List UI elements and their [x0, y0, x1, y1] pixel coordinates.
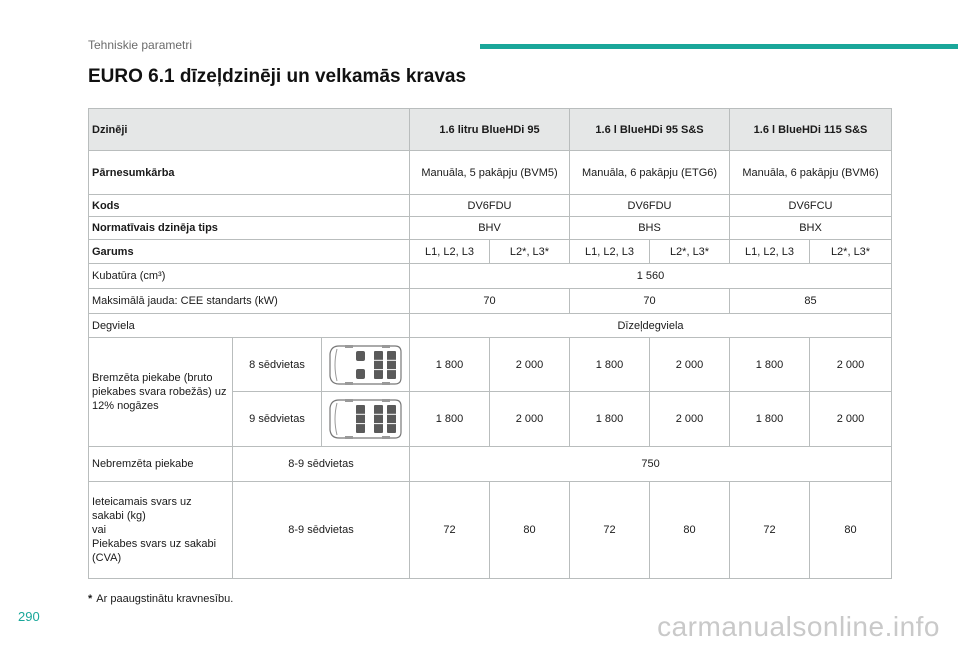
table-cell: Manuāla, 5 pakāpju (BVM5)	[410, 151, 570, 195]
label-line: (CVA)	[92, 552, 122, 564]
watermark: carmanualsonline.info	[657, 611, 940, 642]
table-cell: DV6FDU	[570, 195, 730, 217]
table-row-towbar	[89, 482, 892, 579]
table-row-engine-type	[89, 217, 892, 240]
table-cell: L1, L2, L3	[570, 240, 650, 264]
engine-spec-table	[88, 108, 892, 579]
table-row-length	[89, 240, 892, 264]
seats-label: 8-9 sēdvietas	[233, 447, 410, 482]
table-cell: 1 560	[410, 264, 892, 289]
table-cell: 80	[490, 482, 570, 579]
table-cell: 1 800	[730, 338, 810, 392]
van-8-seats-icon	[322, 338, 410, 392]
engine-col-3: 1.6 l BlueHDi 115 S&S	[730, 109, 892, 151]
table-cell: L2*, L3*	[490, 240, 570, 264]
section-accent-bar	[480, 44, 958, 49]
table-cell: 72	[570, 482, 650, 579]
table-cell: Manuāla, 6 pakāpju (ETG6)	[570, 151, 730, 195]
row-label: Kubatūra (cm³)	[89, 264, 410, 289]
table-cell: 2 000	[650, 338, 730, 392]
footnote-text: Ar paaugstinātu kravnesību.	[96, 593, 234, 605]
page-title: EURO 6.1 dīzeļdzinēji un velkamās kravas	[88, 66, 467, 87]
seats-label: 8 sēdvietas	[233, 338, 322, 392]
table-row-power	[89, 289, 892, 314]
table-cell: 1 800	[410, 392, 490, 447]
table-cell: DV6FDU	[410, 195, 570, 217]
section-header: Tehniskie parametri	[88, 38, 193, 52]
table-row-code	[89, 195, 892, 217]
table-cell: 2 000	[810, 338, 892, 392]
table-cell: 72	[730, 482, 810, 579]
label-line: vai	[92, 524, 107, 536]
table-cell: DV6FCU	[730, 195, 892, 217]
row-label: Bremzēta piekabe (bruto piekabes svara robežās) uz 12% nogāzes	[89, 338, 233, 447]
seats-label: 9 sēdvietas	[233, 392, 322, 447]
seats-label: 8-9 sēdvietas	[233, 482, 410, 579]
footnote-mark: *	[88, 593, 93, 605]
table-cell: 85	[730, 289, 892, 314]
table-cell: 80	[810, 482, 892, 579]
footnote	[88, 593, 233, 605]
table-row-unbraked	[89, 447, 892, 482]
label-line: Ieteicamais svars uz	[92, 496, 192, 508]
table-cell: 70	[410, 289, 570, 314]
table-cell: 1 800	[570, 392, 650, 447]
table-cell: 70	[570, 289, 730, 314]
row-label	[89, 482, 233, 579]
table-cell: 1 800	[730, 392, 810, 447]
table-cell: L1, L2, L3	[730, 240, 810, 264]
table-row-fuel	[89, 314, 892, 338]
engine-col-2: 1.6 l BlueHDi 95 S&S	[570, 109, 730, 151]
table-cell: 2 000	[490, 338, 570, 392]
row-label: Kods	[89, 195, 410, 217]
table-row-displacement	[89, 264, 892, 289]
label-line: sakabi (kg)	[92, 510, 146, 522]
row-label: Maksimālā jauda: CEE standarts (kW)	[89, 289, 410, 314]
table-cell: 72	[410, 482, 490, 579]
table-cell: L2*, L3*	[650, 240, 730, 264]
page-number: 290	[18, 609, 40, 624]
row-label: Degviela	[89, 314, 410, 338]
van-9-seats-icon	[322, 392, 410, 447]
table-cell: Dīzeļdegviela	[410, 314, 892, 338]
table-cell: BHV	[410, 217, 570, 240]
table-cell: 2 000	[810, 392, 892, 447]
row-label: Pārnesumkārba	[89, 151, 410, 195]
table-cell: BHS	[570, 217, 730, 240]
table-row-braked-8	[89, 338, 892, 392]
engine-col-1: 1.6 litru BlueHDi 95	[410, 109, 570, 151]
row-label: Nebremzēta piekabe	[89, 447, 233, 482]
header-label: Dzinēji	[89, 109, 410, 151]
table-row-gearbox	[89, 151, 892, 195]
table-cell: L1, L2, L3	[410, 240, 490, 264]
table-cell: BHX	[730, 217, 892, 240]
label-line: Piekabes svars uz sakabi	[92, 538, 217, 550]
table-cell: Manuāla, 6 pakāpju (BVM6)	[730, 151, 892, 195]
table-cell: 2 000	[650, 392, 730, 447]
table-cell: 2 000	[490, 392, 570, 447]
table-cell: 80	[650, 482, 730, 579]
row-label: Normatīvais dzinēja tips	[89, 217, 410, 240]
row-label: Garums	[89, 240, 410, 264]
table-cell: 750	[410, 447, 892, 482]
table-row-engines	[89, 109, 892, 151]
table-cell: L2*, L3*	[810, 240, 892, 264]
table-cell: 1 800	[410, 338, 490, 392]
table-cell: 1 800	[570, 338, 650, 392]
